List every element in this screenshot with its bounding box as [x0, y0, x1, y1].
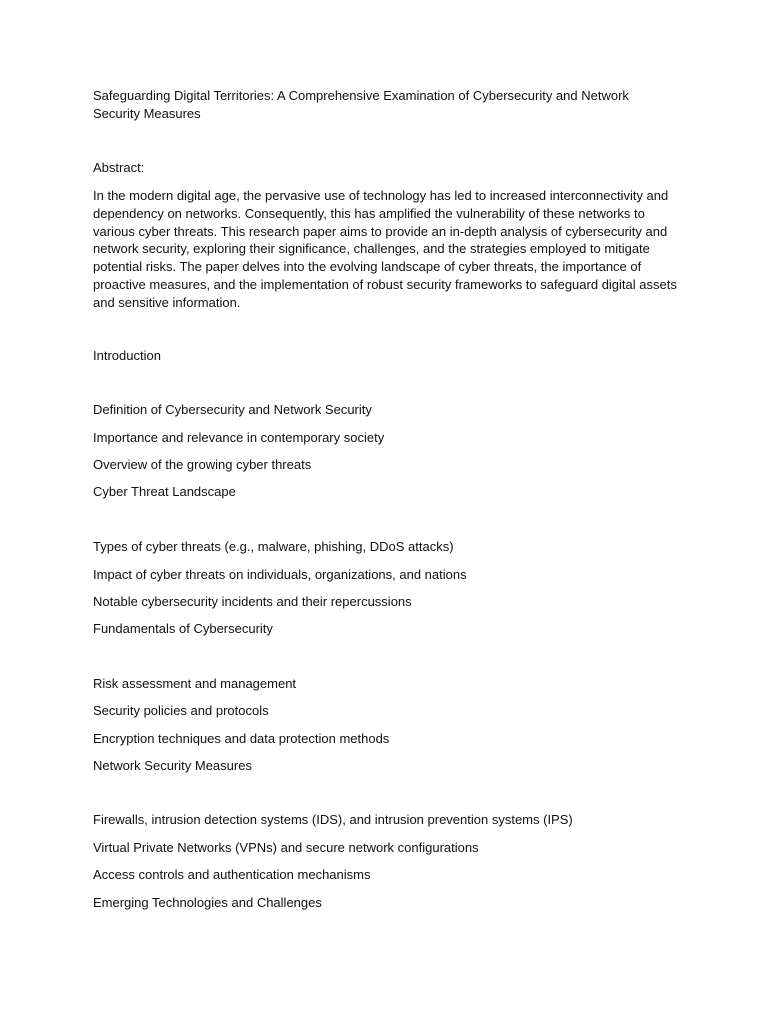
- outline-item: Virtual Private Networks (VPNs) and secure network configurations: [93, 840, 479, 855]
- outline-item: Network Security Measures: [93, 758, 252, 773]
- outline-item: Definition of Cybersecurity and Network Security: [93, 402, 372, 417]
- outline-item: Encryption techniques and data protection methods: [93, 731, 390, 746]
- document-title: Safeguarding Digital Territories: A Comprehensive Examination of Cybersecurity and Network Security Measures: [93, 88, 629, 121]
- abstract-text: In the modern digital age, the pervasive use of technology has led to increased interconnectivity and dependency on networks. Consequently, this has amplified the vulnerability of these networks to various cyber threats. This research paper aims to provide an in-depth analysis of cybersecurity and network security, exploring their significance, challenges, and the strategies employed to mitigate potential risks. The paper delves into the evolving landscape of cyber threats, the importance of proactive measures, and the implementation of robust security frameworks to safeguard digital assets and sensitive information.: [93, 188, 677, 310]
- outline-item: Types of cyber threats (e.g., malware, phishing, DDoS attacks): [93, 539, 454, 554]
- outline-item: Impact of cyber threats on individuals, organizations, and nations: [93, 567, 467, 582]
- section-heading-introduction: Introduction: [93, 348, 161, 363]
- outline-item: Notable cybersecurity incidents and their repercussions: [93, 594, 412, 609]
- outline-item: Cyber Threat Landscape: [93, 484, 236, 499]
- outline-item: Overview of the growing cyber threats: [93, 457, 312, 472]
- outline-item: Risk assessment and management: [93, 676, 297, 691]
- outline-item: Access controls and authentication mechanisms: [93, 867, 371, 882]
- outline-item: Emerging Technologies and Challenges: [93, 895, 322, 910]
- outline-item: Firewalls, intrusion detection systems (IDS), and intrusion prevention systems (IPS): [93, 812, 573, 827]
- outline-item: Fundamentals of Cybersecurity: [93, 621, 273, 636]
- outline-item: Security policies and protocols: [93, 703, 269, 718]
- abstract-heading: Abstract:: [93, 160, 145, 175]
- outline-item: Importance and relevance in contemporary society: [93, 430, 385, 445]
